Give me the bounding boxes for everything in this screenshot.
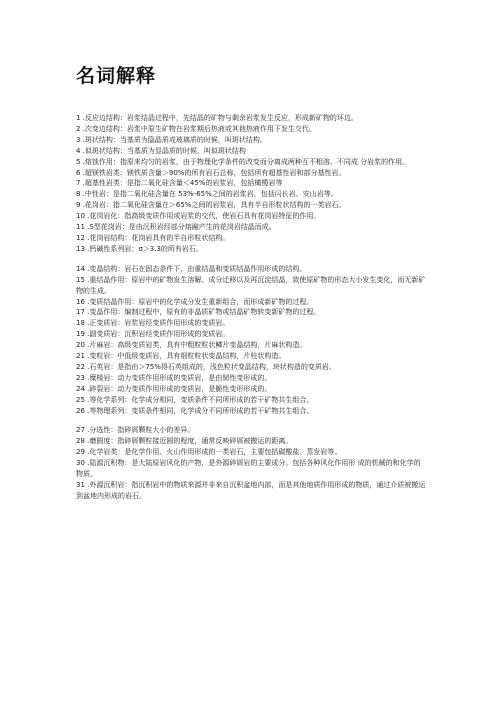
- definition-item: 25 .等化学系列：化学成分相同，变质条件不同所形成的若干矿物共生组合。: [76, 395, 314, 404]
- definition-item: 6 .超镁铁岩类：镁铁质含量＞90%的所有岩石总称，包括所有超基性岩和部分基性岩。: [76, 168, 346, 177]
- definition-item: 7 .超基性岩类：是指二氧化硅含量＜45%的岩浆岩，包括橄榄岩等: [76, 179, 283, 188]
- definition-item: 13 .钙碱性系列岩：σ＞3.3的所有岩石。: [76, 244, 203, 253]
- definition-item: 30 .陆源沉积物：是大陆原岩风化的产物，是外源碎屑岩的主要成分。包括各种风化作用形 成的机械的和化学的物质。: [76, 459, 421, 479]
- definition-item: 1 .反应边结构：岩浆结晶过程中，先结晶的矿物与剩余岩浆发生反应，形成新矿物的环边。: [76, 114, 358, 122]
- definition-item: 22 .石英岩：是指由＞75%得石英组成的，浅色粒状变晶结构，块状构造的变质岩。: [76, 362, 336, 371]
- definition-item: 17 .变晶作用：编制过程中，原有的非晶质矿物或结晶矿物转变新矿物的过程。: [76, 308, 321, 317]
- definition-item: 4 .似斑状结构：当基质为显晶质的时候，叫似斑状结构: [76, 146, 246, 155]
- definition-item: 5 .熔蚀作用：指原来均匀的岩浆，由于物理化学条件的改变而分离成两种互不相溶、不同成 分岩浆的作用。: [76, 157, 410, 166]
- definition-item: 26 .等物理系列：变质条件相同，化学成分不同所形成的若干矿物共生组合。: [76, 406, 314, 415]
- definition-item: 14 .变晶结构：岩石在固态条件下，由重结晶和变质结晶作用形成的结构。: [76, 264, 307, 273]
- definition-group-sedimentary: [76, 425, 426, 501]
- definition-item: 16 .变质结晶作用：原岩中的化学成分发生重新组合，而形成新矿物的过程。: [76, 297, 314, 306]
- definition-item: 18 .正变质岩：岩浆岩经变质作用形成的变质岩。: [76, 319, 230, 328]
- definition-item: 3 .斑状结构：当基质为隐晶质或玻璃质的时候，叫斑状结构。: [76, 135, 267, 144]
- page-title: 名词解释: [76, 65, 157, 87]
- definition-item: 8 .中性岩：是指二氧化硅含量在 53%-65%之间的岩浆岩，包括闪长岩、安山岩等。: [76, 190, 338, 199]
- definition-item: 24 .碎裂岩：动力变质作用形成的变质岩，是脆性变形形成的。: [76, 384, 272, 393]
- definition-item: 31 .外源沉积岩：指沉积岩中的物质来源并非来自沉积盆地内部，而是其他地质作用形成的物质，通过介质被搬运到盆地内形成的岩石。: [76, 481, 426, 500]
- definition-item: 20 .片麻岩：高级变质岩类，具有中粗粒粒状鳞片变晶结构，片麻状构造。: [76, 341, 307, 350]
- definition-item: 29 .化学岩类：是化学作用、火山作用形成的一类岩石，主要包括碳酸盐、蒸发岩等。: [76, 448, 342, 457]
- definition-list: [76, 113, 426, 511]
- definition-item: 28 .磨圆度：指碎屑颗粒接近圆的程度，通常反映碎屑被搬运的距离。: [76, 437, 293, 446]
- definition-item: 12 .花岗岩结构：花岗岩具有的半自形粒状结构。: [76, 233, 230, 242]
- definition-group-metamorphic: [76, 264, 426, 417]
- definition-item: 19 .副变质岩：沉积岩经变质作用形成的变质岩。: [76, 330, 230, 339]
- definition-item: 9 .花岗岩：指二氧化硅含量在＞65%之间的岩浆岩，具有半自形粒状结构的一类岩石。: [76, 201, 346, 210]
- definition-item: 15 .重结晶作用：原岩中的矿物发生溶解、成分迁移以及再沉淀结晶，致使原矿物的形态大小发生变化，而无新矿物的生成。: [76, 275, 426, 295]
- definition-item: 21 .变粒岩：中低级变质岩，具有细粒粒状变晶结构，片柱状构造。: [76, 352, 286, 361]
- definition-item: 2 .次变边结构：岩浆中原生矿物在岩浆期后热液或其他热液作用下发生交代。: [76, 124, 316, 133]
- definition-item: 23 .糜棱岩：动力变质作用形成的变质岩，是由韧性变形成的。: [76, 373, 272, 382]
- definition-item: 10 .花岗岩化：指高级变质作用或岩浆的交代，使岩石具有花岗岩特征的作用。: [76, 212, 321, 221]
- definition-item: 11 .S型花岗岩：是由沉积岩经部分熔融产生的花岗岩结晶而成。: [76, 223, 276, 232]
- definition-item: 27 .分选性：指碎屑颗粒大小的差异。: [76, 426, 195, 435]
- definition-group-igneous: [76, 113, 426, 255]
